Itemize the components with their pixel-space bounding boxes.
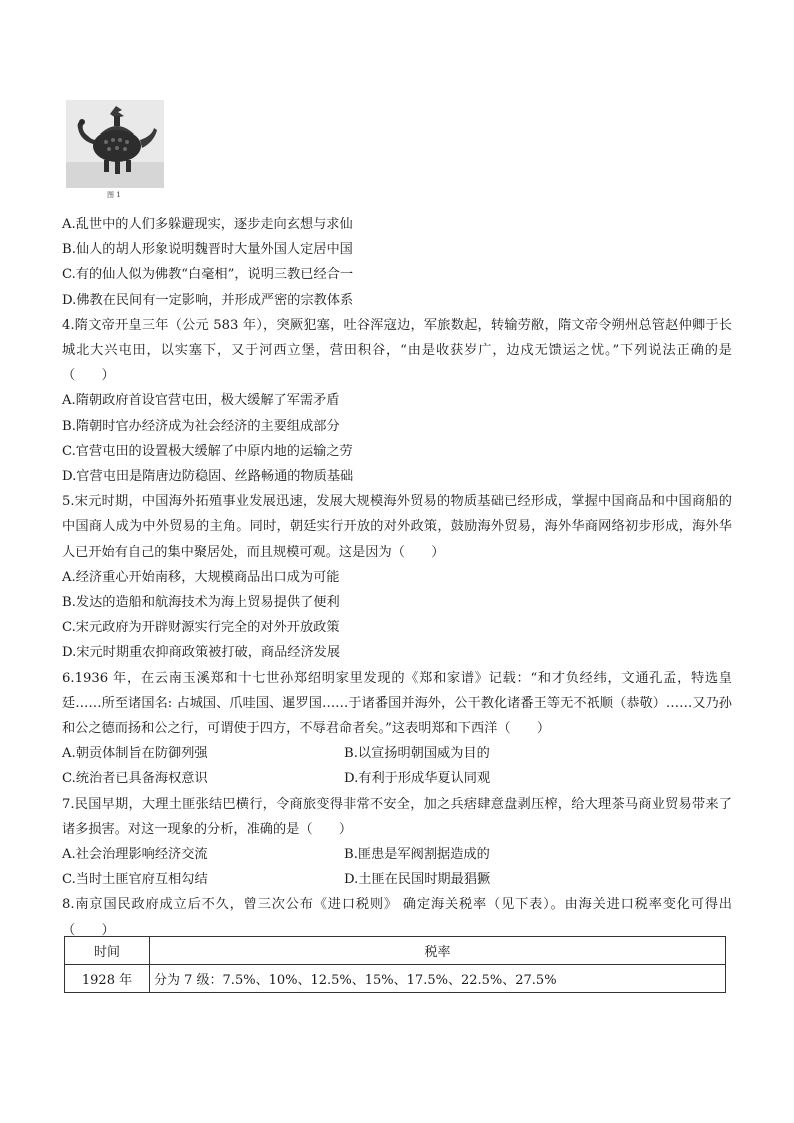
q8-stem: 8.南京国民政府成立后不久，曾三次公布《进口税则》 确定海关税率（见下表）。由海关进口税率变化可得出（ ） (62, 897, 732, 938)
q4-option-b: B.隋朝时官办经济成为社会经济的主要组成部分 (62, 418, 340, 434)
q3-option-a: A.乱世中的人们多躲避现实，逐步走向玄想与求仙 (62, 217, 353, 232)
q5-option-c: C.宋元政府为开辟财源实行完全的对外开放政策 (62, 620, 340, 636)
q6-options-row-1 (62, 741, 732, 766)
figure-caption: 图 1 (107, 191, 121, 199)
q5-option-d: D.宋元时期重农抑商政策被打破，商品经济发展 (62, 645, 341, 661)
q5-option-b: B.发达的造船和航海技术为海上贸易提供了便利 (62, 595, 340, 611)
table-cell-time: 1928 年 (65, 965, 150, 993)
table-row (65, 965, 726, 993)
q7-option-c: C.当时土匪官府互相勾结 (62, 872, 208, 888)
q7-options-row-2 (62, 867, 732, 892)
table-header-row (65, 937, 726, 965)
q4-option-d: D.官营屯田是隋唐边防稳固、丝路畅通的物质基础 (62, 469, 354, 485)
q5-stem: 5.宋元时期，中国海外拓殖事业发展迅速，发展大规模海外贸易的物质基础已经形成，掌握中国商品和中国商船的中国商人成为中外贸易的主角。同时，朝廷实行开放的对外政策，鼓励海外贸易，海外华商网络初步形成，海外华人已开始有自己的集中聚居处，而且规模可观。这是因为（ ） (62, 494, 732, 560)
q7-options-row-1 (62, 842, 732, 867)
q5-option-a: A.经济重心开始南移，大规模商品出口成为可能 (62, 569, 340, 585)
q6-option-a: A.朝贡体制旨在防御列强 (62, 746, 208, 762)
q7-option-a: A.社会治理影响经济交流 (62, 847, 208, 863)
tariff-rate-table (64, 936, 726, 993)
q3-option-b: B.仙人的胡人形象说明魏晋时大量外国人定居中国 (62, 242, 353, 258)
q6-option-b: B.以宣扬明朝国威为目的 (344, 746, 490, 762)
q3-option-c: C.有的仙人似为佛教“白毫相”，说明三教已经合一 (62, 267, 354, 283)
incense-burner-image (66, 100, 164, 188)
q7-option-b: B.匪患是军阀割据造成的 (344, 847, 490, 863)
q3-option-d: D.佛教在民间有一定影响，并形成严密的宗教体系 (62, 292, 354, 308)
table-header-time: 时间 (65, 937, 150, 965)
incense-burner-figure (66, 100, 164, 188)
q6-option-c: C.统治者已具备海权意识 (62, 771, 208, 787)
table-cell-rate: 分为 7 级：7.5%、10%、12.5%、15%、17.5%、22.5%、27.5% (150, 965, 726, 993)
question-content (62, 212, 732, 943)
table-header-rate: 税率 (150, 937, 726, 965)
q7-option-d: D.土匪在民国时期最猖獗 (344, 872, 491, 888)
q4-option-a: A.隋朝政府首设官营屯田，极大缓解了军需矛盾 (62, 393, 340, 409)
q6-option-d: D.有利于形成华夏认同观 (344, 771, 491, 787)
q4-stem: 4.隋文帝开皇三年（公元 583 年），突厥犯塞，吐谷浑寇边，军旅数起，转输劳敝，隋文帝令朔州总管赵仲卿于长城北大兴屯田，以实塞下，又于河西立堡，营田积谷，“由是收获岁广，边戍无馈运之忧。”下列说法正确的是（ ） (62, 317, 732, 384)
q6-options-row-2 (62, 766, 732, 791)
q6-stem: 6.1936 年，在云南玉溪郑和十七世孙郑绍明家里发现的《郑和家谱》记载：“和才负经纬，文通孔孟，特选皇廷……所至诸国名: 占城国、爪哇国、暹罗国……于诸番国并海外，公干教化诸番王等无不祇顺（恭敬）……又乃孙和公之德而扬和公之行，可谓使于四方，不辱君命者矣。”这表明郑和下西洋（ ） (62, 670, 732, 737)
q7-stem: 7.民国早期，大理土匪张结巴横行，令商旅变得非常不安全，加之兵痞肆意盘剥压榨，给大理茶马商业贸易带来了诸多损害。对这一现象的分析，准确的是（ ） (62, 796, 732, 837)
q4-option-c: C.官营屯田的设置极大缓解了中原内地的运输之劳 (62, 443, 353, 459)
